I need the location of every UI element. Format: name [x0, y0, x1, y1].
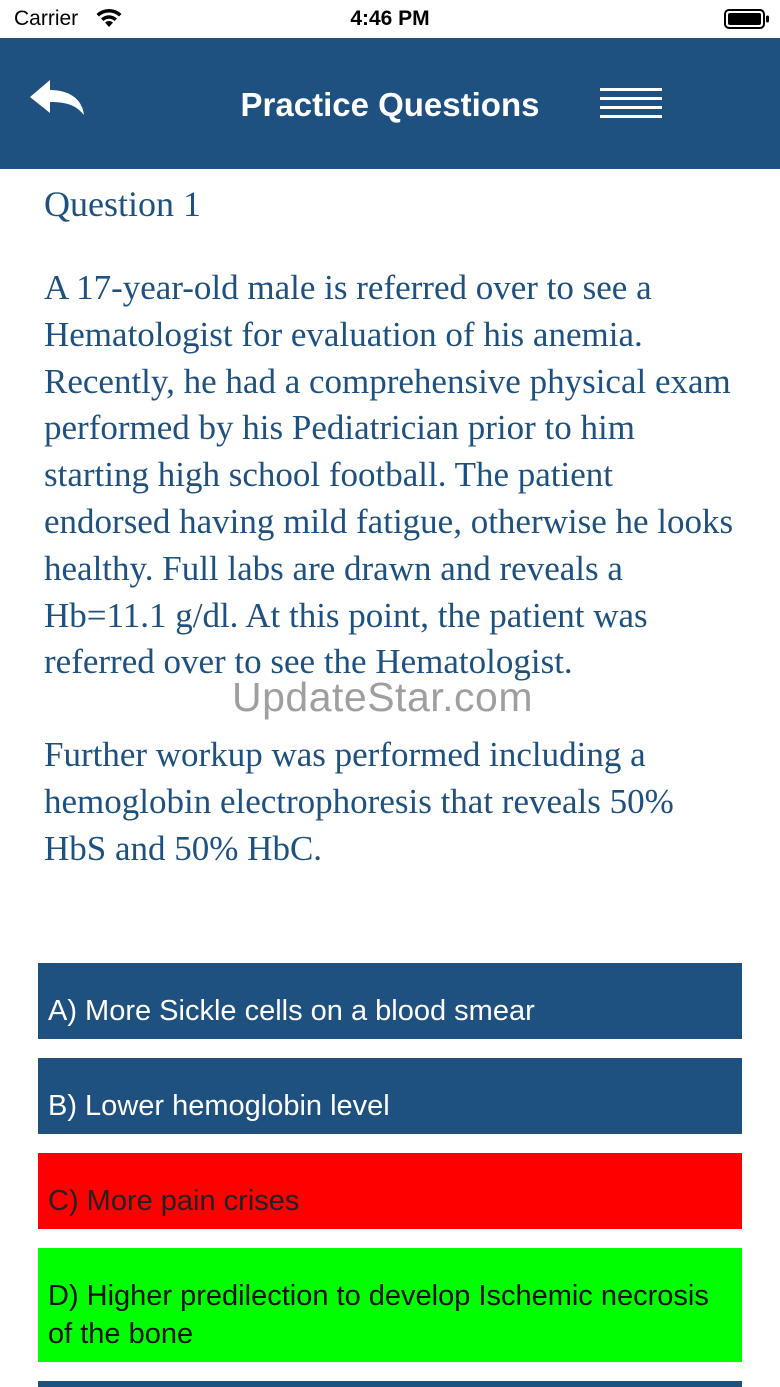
answer-d-button[interactable]: D) Higher predilection to develop Ischemic necrosis of the bone — [38, 1248, 742, 1362]
next-answer-button-edge[interactable] — [38, 1381, 742, 1387]
hamburger-icon-line — [600, 97, 662, 100]
question-paragraph: Further workup was performed including a hemoglobin electrophoresis that reveals 50% HbS and 50% HbC. — [44, 735, 674, 868]
carrier-label: Carrier — [14, 7, 79, 30]
page-title: Practice Questions — [240, 86, 540, 123]
answer-b-button[interactable]: B) Lower hemoglobin level — [38, 1058, 742, 1134]
watermark: UpdateStar.com — [232, 674, 533, 720]
hamburger-icon-line — [600, 115, 662, 118]
hamburger-icon — [600, 88, 662, 91]
status-bar — [0, 0, 780, 38]
answer-list — [38, 963, 742, 1381]
answer-a-button[interactable]: A) More Sickle cells on a blood smear — [38, 963, 742, 1039]
question-text — [44, 265, 744, 919]
question-number: Question 1 — [44, 184, 201, 224]
menu-button[interactable] — [600, 82, 662, 122]
question-paragraph: A 17-year-old male is referred over to see a Hematologist for evaluation of his anemia. Recently, he had a comprehensive physical exam performed by his Pediatrician prior to him starting high school football. The patient endorsed having mild fatigue, otherwise he looks healthy. Full labs are drawn and reveals a Hb=11.1 g/dl. At this point, the patient was referred over to see the Hematologist. — [44, 268, 734, 682]
clock: 4:46 PM — [350, 7, 430, 30]
question-scroll-area[interactable] — [0, 169, 780, 926]
nav-bar — [0, 38, 780, 169]
battery-icon — [724, 9, 770, 29]
answer-c-button[interactable]: C) More pain crises — [38, 1153, 742, 1229]
hamburger-icon-line — [600, 106, 662, 109]
